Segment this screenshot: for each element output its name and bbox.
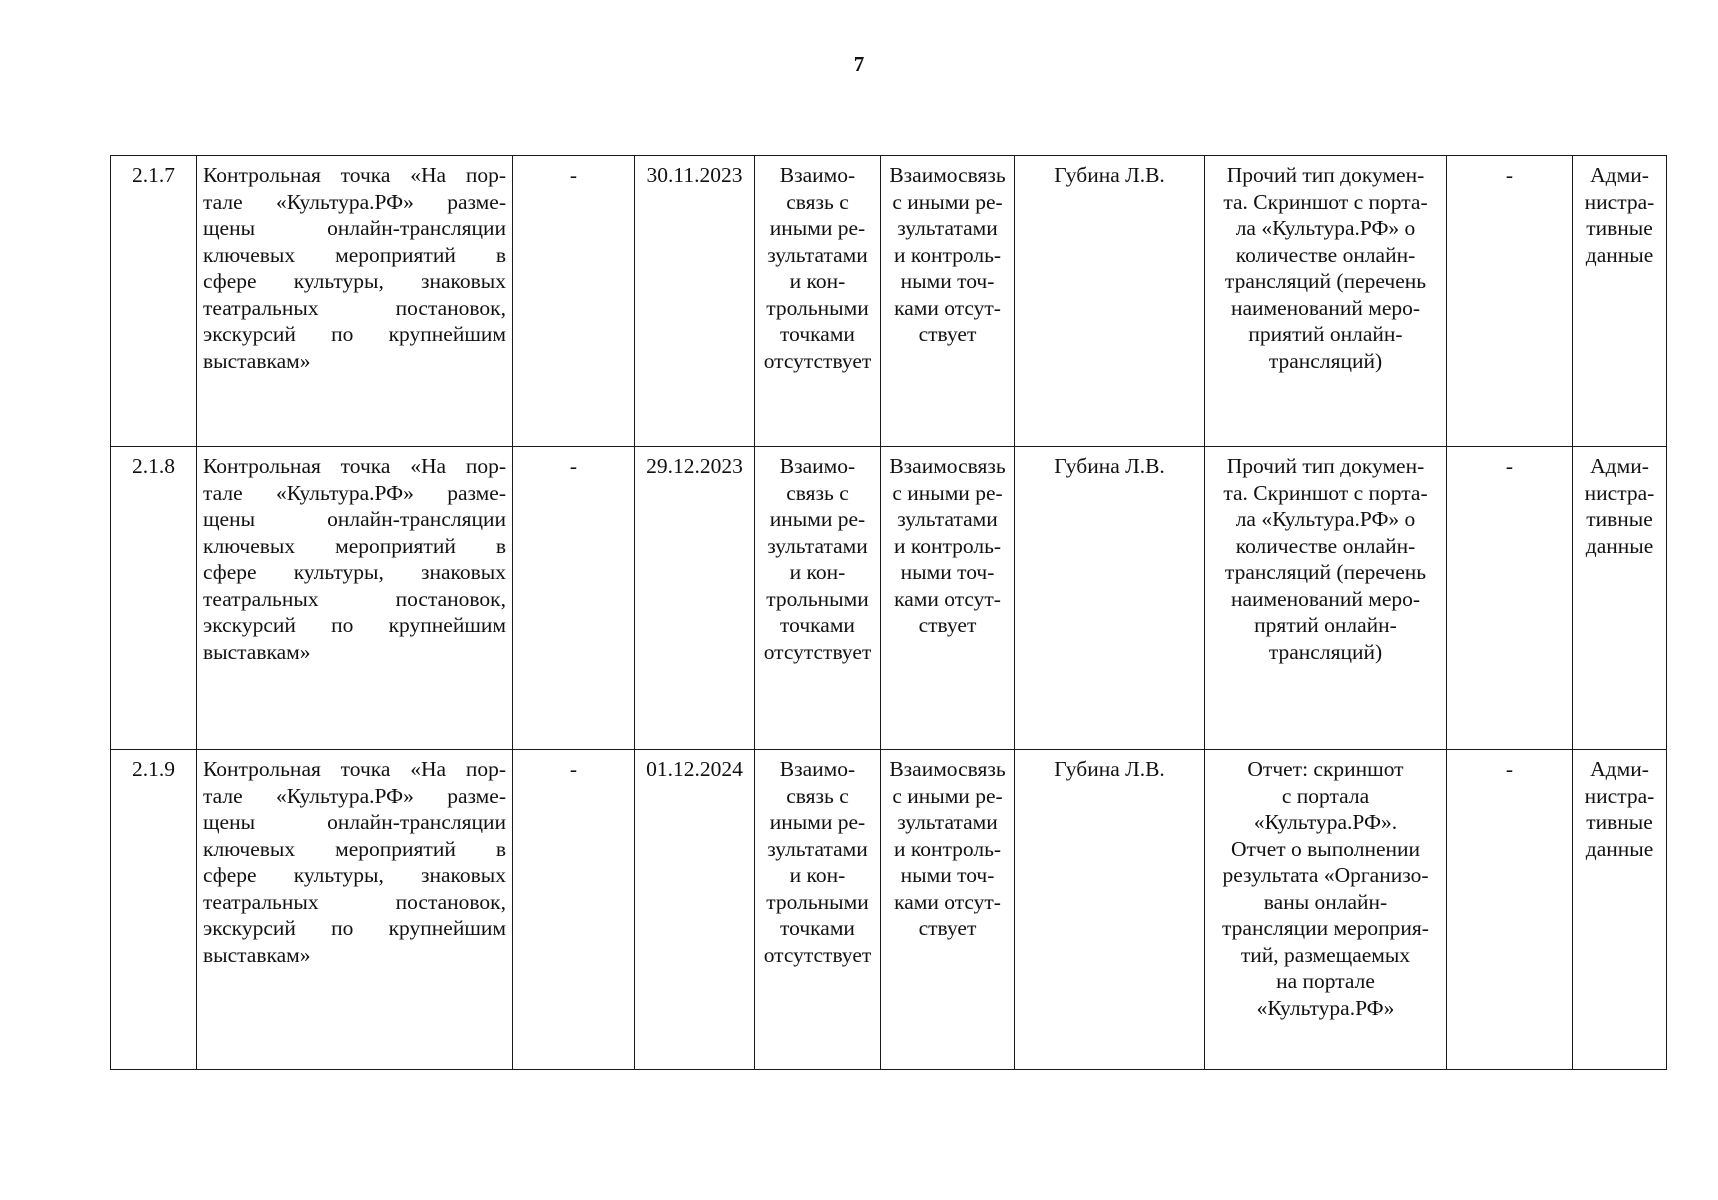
cell-line: щены онлайн-трансляции	[203, 216, 506, 240]
cell-line: Взаимо-	[779, 163, 856, 187]
cell-line: Адми-	[1590, 454, 1649, 478]
cell-line: та. Скриншот с порта-	[1223, 189, 1428, 214]
cell-line: ными точ-	[900, 560, 995, 584]
cell-line: связь с	[786, 480, 849, 505]
cell-line: тале «Культура.РФ» разме-	[203, 783, 506, 808]
cell-line: Контрольная точка «На пор-	[203, 163, 506, 187]
cell-line: иными ре-	[769, 216, 866, 240]
cell-line: трансляций (перечень	[1224, 269, 1427, 293]
date-cell: 29.12.2023	[635, 447, 755, 750]
cell-line: данные	[1585, 836, 1654, 861]
cell-line: Адми-	[1590, 757, 1649, 781]
cell-line: «Культура.РФ».	[1253, 810, 1398, 834]
cell-line: нистра-	[1584, 783, 1655, 808]
cell-line: трольными	[766, 889, 869, 914]
page-number: 7	[853, 52, 865, 76]
description-cell	[197, 156, 513, 447]
relation-results-cell	[755, 750, 881, 1070]
cell-line: зультатами	[897, 507, 998, 531]
cell-line: тале «Культура.РФ» разме-	[203, 480, 506, 505]
cell-line: экскурсий по крупнейшим	[203, 613, 506, 637]
cell-line: отсутствует	[763, 942, 872, 967]
cell-line: та. Скриншот с порта-	[1223, 480, 1428, 505]
cell-line: зультатами	[897, 810, 998, 834]
cell-line: отсутствует	[763, 639, 872, 664]
table-row	[111, 750, 1667, 1070]
cell-line: ключевых мероприятий в	[203, 533, 506, 558]
cell-line: театральных постановок,	[203, 889, 506, 914]
cell-line: точками	[780, 322, 855, 346]
data-source-cell	[1573, 750, 1667, 1070]
cell-line: ками отсут-	[894, 586, 1001, 611]
cell-line: щены онлайн-трансляции	[203, 507, 506, 531]
cell-line: театральных постановок,	[203, 295, 506, 320]
cell-line: отсутствует	[763, 348, 872, 373]
relation-checkpoints-cell	[881, 156, 1015, 447]
cell-line: точками	[780, 613, 855, 637]
table-row	[111, 156, 1667, 447]
cell-line: выставкам»	[203, 348, 311, 373]
relation-checkpoints-cell	[881, 750, 1015, 1070]
dash-cell: -	[1447, 750, 1573, 1070]
cell-line: трансляций)	[1268, 348, 1383, 373]
relation-checkpoints-cell	[881, 447, 1015, 750]
responsible-cell: Губина Л.В.	[1015, 156, 1205, 447]
cell-line: зультатами	[767, 836, 868, 861]
cell-line: количестве онлайн-	[1235, 242, 1416, 267]
date-cell: 01.12.2024	[635, 750, 755, 1070]
cell-line: точками	[780, 916, 855, 940]
cell-line: Отчет о выполнении	[1230, 836, 1421, 861]
date-cell: 30.11.2023	[635, 156, 755, 447]
cell-line: ными точ-	[900, 269, 995, 293]
cell-line: Отчет: скриншот	[1247, 757, 1404, 781]
cell-line: и контроль-	[893, 836, 1002, 861]
cell-line: тивные	[1586, 810, 1653, 834]
document-type-cell	[1205, 750, 1447, 1070]
cell-line: Взаимосвязь	[889, 454, 1006, 478]
cell-line: выставкам»	[203, 639, 311, 664]
cell-line: ла «Культура.РФ» о	[1235, 507, 1416, 531]
cell-line: Взаимосвязь	[889, 163, 1006, 187]
relation-results-cell	[755, 156, 881, 447]
cell-line: Прочий тип докумен-	[1226, 163, 1425, 187]
cell-line: щены онлайн-трансляции	[203, 810, 506, 834]
cell-line: Взаимосвязь	[889, 757, 1006, 781]
cell-line: и контроль-	[893, 533, 1002, 558]
document-type-cell	[1205, 156, 1447, 447]
dash-cell: -	[1447, 447, 1573, 750]
description-cell	[197, 750, 513, 1070]
cell-line: ключевых мероприятий в	[203, 242, 506, 267]
row-number-cell: 2.1.9	[111, 750, 197, 1070]
cell-line: с иными ре-	[892, 189, 1003, 214]
cell-line: ными точ-	[900, 863, 995, 887]
cell-line: зультатами	[897, 216, 998, 240]
cell-line: тале «Культура.РФ» разме-	[203, 189, 506, 214]
cell-line: Контрольная точка «На пор-	[203, 757, 506, 781]
row-number-cell: 2.1.7	[111, 156, 197, 447]
cell-line: трансляции мероприя-	[1222, 916, 1429, 940]
data-source-cell	[1573, 447, 1667, 750]
data-source-cell	[1573, 156, 1667, 447]
cell-line: Адми-	[1590, 163, 1649, 187]
cell-line: и кон-	[789, 863, 846, 887]
cell-line: связь с	[786, 783, 849, 808]
cell-line: зультатами	[767, 533, 868, 558]
cell-line: экскурсий по крупнейшим	[203, 916, 506, 940]
cell-line: нистра-	[1584, 189, 1655, 214]
cell-line: с иными ре-	[892, 783, 1003, 808]
cell-line: выставкам»	[203, 942, 311, 967]
cell-line: зультатами	[767, 242, 868, 267]
cell-line: ками отсут-	[894, 889, 1001, 914]
cell-line: трольными	[766, 586, 869, 611]
cell-line: ключевых мероприятий в	[203, 836, 506, 861]
cell-line: с иными ре-	[892, 480, 1003, 505]
cell-line: экскурсий по крупнейшим	[203, 322, 506, 346]
cell-line: иными ре-	[769, 810, 866, 834]
cell-line: и кон-	[789, 560, 846, 584]
cell-line: на портале	[1276, 969, 1375, 993]
cell-line: Контрольная точка «На пор-	[203, 454, 506, 478]
dash-cell: -	[513, 750, 635, 1070]
table-row	[111, 447, 1667, 750]
cell-line: иными ре-	[769, 507, 866, 531]
responsible-cell: Губина Л.В.	[1015, 447, 1205, 750]
cell-line: ствует	[918, 613, 977, 637]
cell-line: данные	[1585, 533, 1654, 558]
responsible-cell: Губина Л.В.	[1015, 750, 1205, 1070]
cell-line: приятий онлайн-	[1248, 322, 1403, 346]
cell-line: наименований меро-	[1230, 295, 1421, 320]
cell-line: прятий онлайн-	[1254, 613, 1397, 637]
cell-line: сфере культуры, знаковых	[203, 269, 506, 293]
control-points-table	[110, 155, 1667, 1070]
cell-line: и контроль-	[893, 242, 1002, 267]
cell-line: Взаимо-	[779, 454, 856, 478]
cell-line: тивные	[1586, 507, 1653, 531]
relation-results-cell	[755, 447, 881, 750]
cell-line: ками отсут-	[894, 295, 1001, 320]
cell-line: Взаимо-	[779, 757, 856, 781]
cell-line: театральных постановок,	[203, 586, 506, 611]
cell-line: сфере культуры, знаковых	[203, 560, 506, 584]
dash-cell: -	[513, 156, 635, 447]
cell-line: связь с	[786, 189, 849, 214]
cell-line: с портала	[1281, 783, 1370, 808]
dash-cell: -	[1447, 156, 1573, 447]
description-cell	[197, 447, 513, 750]
row-number-cell: 2.1.8	[111, 447, 197, 750]
cell-line: тивные	[1586, 216, 1653, 240]
cell-line: нистра-	[1584, 480, 1655, 505]
cell-line: количестве онлайн-	[1235, 533, 1416, 558]
document-type-cell	[1205, 447, 1447, 750]
cell-line: ствует	[918, 322, 977, 346]
cell-line: трансляций)	[1268, 639, 1383, 664]
cell-line: наименований меро-	[1230, 586, 1421, 611]
cell-line: тий, размещаемых	[1240, 942, 1411, 967]
cell-line: ла «Культура.РФ» о	[1235, 216, 1416, 240]
cell-line: данные	[1585, 242, 1654, 267]
cell-line: ваны онлайн-	[1263, 889, 1388, 914]
cell-line: результата «Организо-	[1222, 863, 1429, 887]
cell-line: трансляций (перечень	[1224, 560, 1427, 584]
cell-line: трольными	[766, 295, 869, 320]
cell-line: и кон-	[789, 269, 846, 293]
cell-line: сфере культуры, знаковых	[203, 863, 506, 887]
cell-line: Прочий тип докумен-	[1226, 454, 1425, 478]
cell-line: ствует	[918, 916, 977, 940]
cell-line: «Культура.РФ»	[1256, 995, 1395, 1020]
dash-cell: -	[513, 447, 635, 750]
